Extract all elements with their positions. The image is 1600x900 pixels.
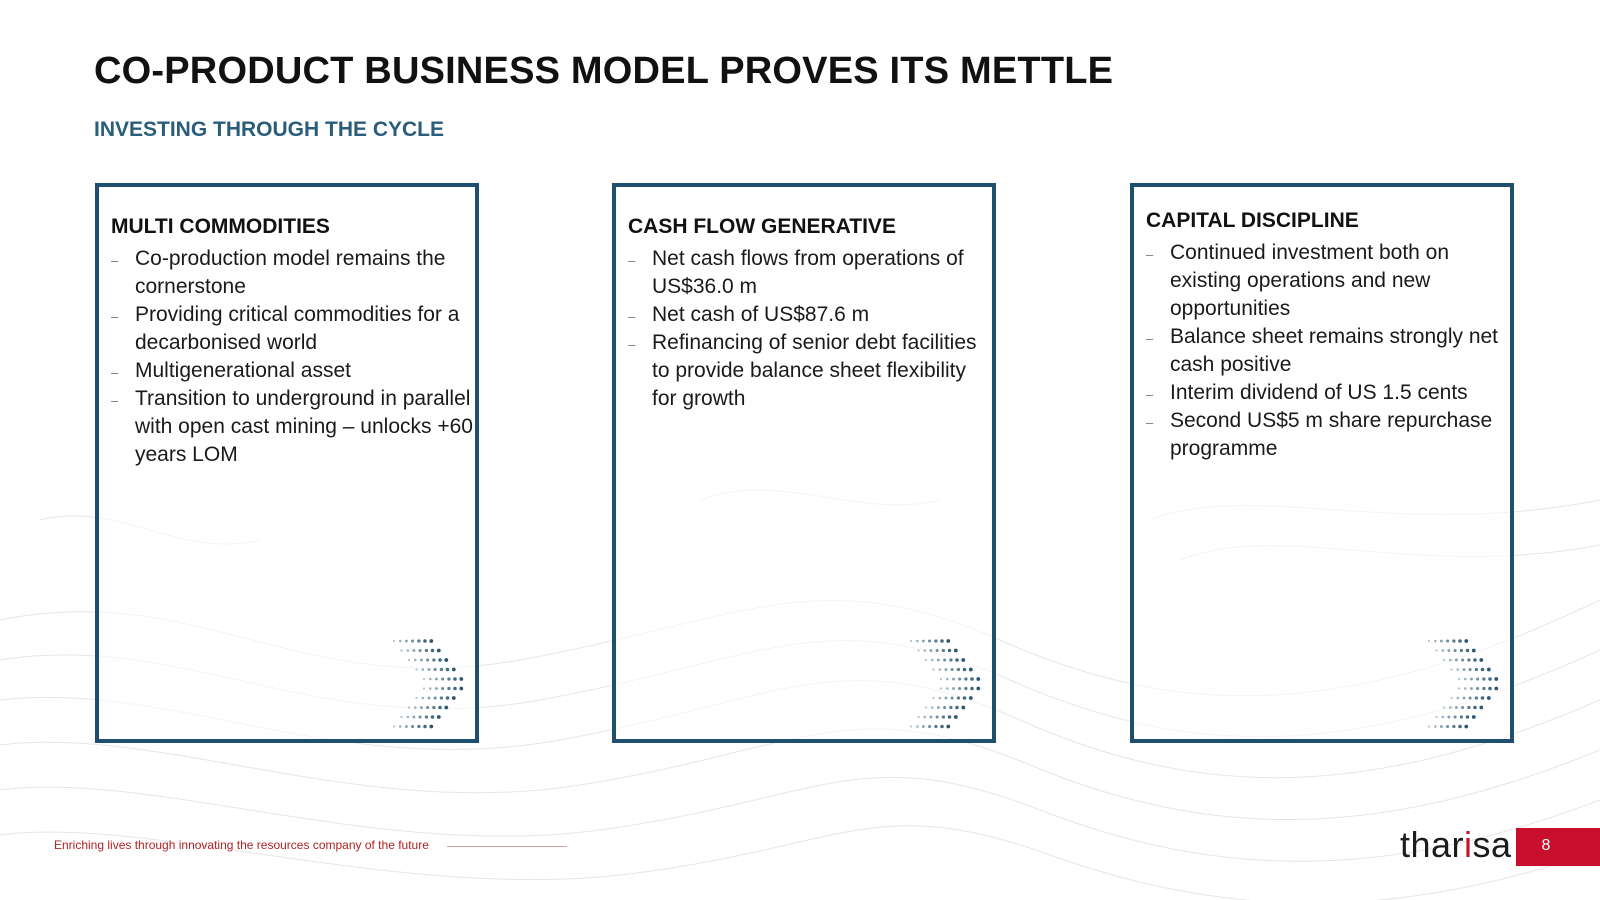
card-multi-commodities <box>95 183 479 743</box>
slide-subtitle: INVESTING THROUGH THE CYCLE <box>94 118 445 141</box>
card-capital-discipline <box>1130 183 1514 743</box>
bullet-list <box>111 245 473 469</box>
bullet-list <box>628 245 990 413</box>
logo-text-end: sa <box>1472 824 1512 865</box>
footer-divider <box>447 846 567 847</box>
bullet-list <box>1146 239 1508 463</box>
page-number-badge <box>1516 828 1600 866</box>
bullet-item: – Net cash of US$87.6 m <box>628 301 990 329</box>
bullet-item: – Interim dividend of US 1.5 cents <box>1146 379 1508 407</box>
bullet-item: – Net cash flows from operations of US$36.0 m <box>628 245 990 301</box>
card-title: CAPITAL DISCIPLINE <box>1146 209 1359 232</box>
bullet-item: – Second US$5 m share repurchase programme <box>1146 407 1508 463</box>
dotted-chevron-icon <box>908 635 988 735</box>
slide-title: CO-PRODUCT BUSINESS MODEL PROVES ITS METTLE <box>94 50 1114 92</box>
footer-tagline: Enriching lives through innovating the resources company of the future <box>54 838 429 852</box>
bullet-item: – Multigenerational asset <box>111 357 473 385</box>
card-title: MULTI COMMODITIES <box>111 215 330 238</box>
card-title: CASH FLOW GENERATIVE <box>628 215 896 238</box>
bullet-item: – Transition to underground in parallel with open cast mining – unlocks +60 years LOM <box>111 385 473 469</box>
logo-text-start: thar <box>1400 824 1465 865</box>
bullet-item: – Providing critical commodities for a decarbonised world <box>111 301 473 357</box>
bullet-item: – Balance sheet remains strongly net cash positive <box>1146 323 1508 379</box>
bullet-item: – Co-production model remains the cornerstone <box>111 245 473 301</box>
bullet-item: – Continued investment both on existing operations and new opportunities <box>1146 239 1508 323</box>
logo-text-accent: i <box>1464 824 1473 865</box>
bullet-item: – Refinancing of senior debt facilities to provide balance sheet flexibility for growth <box>628 329 990 413</box>
card-cash-flow-generative <box>612 183 996 743</box>
dotted-chevron-icon <box>391 635 471 735</box>
page-number: 8 <box>1541 837 1551 854</box>
tharisa-logo <box>1400 824 1512 866</box>
dotted-chevron-icon <box>1426 635 1506 735</box>
